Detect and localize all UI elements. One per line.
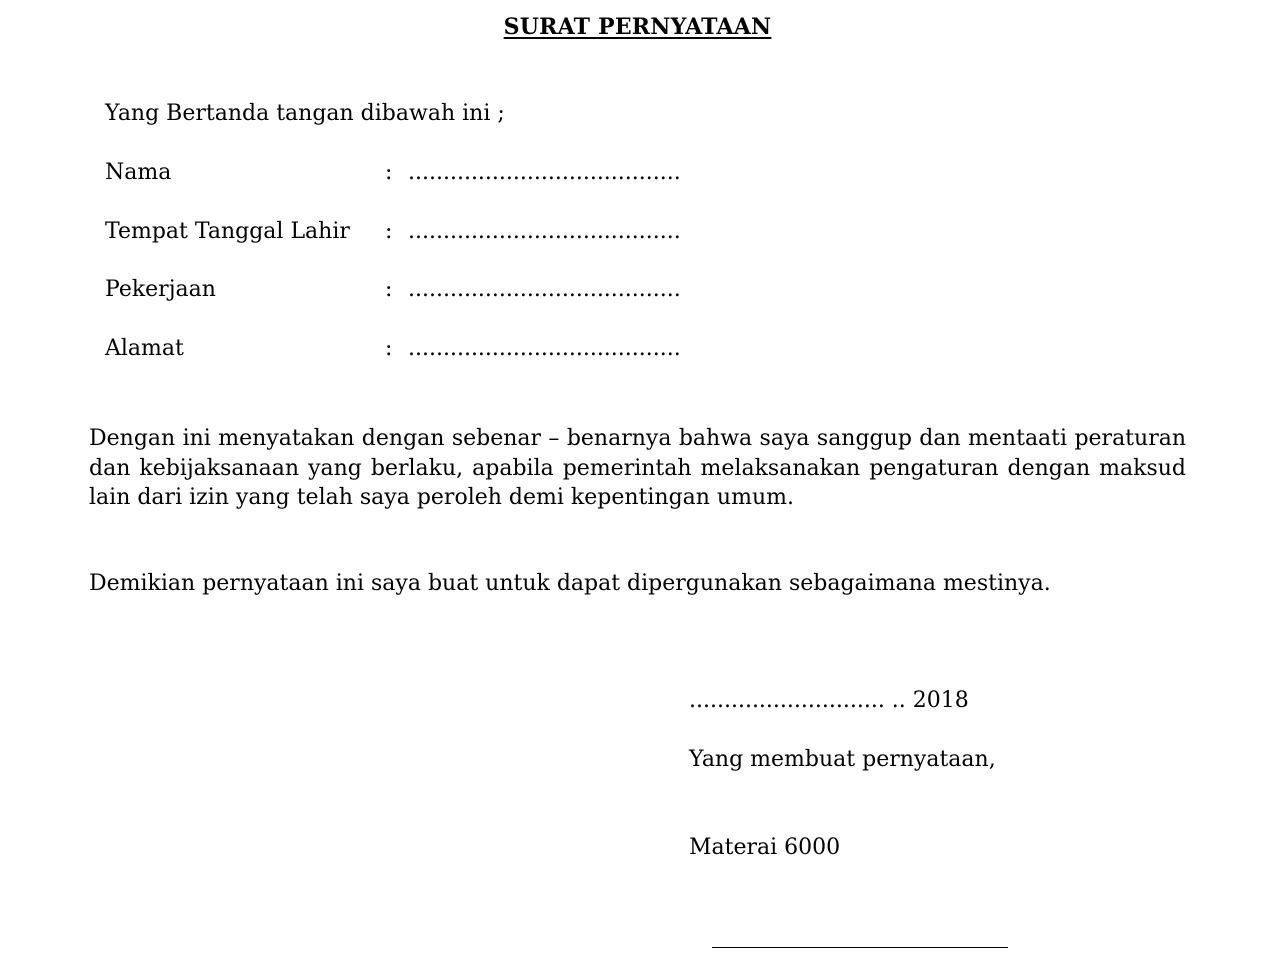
field-row-pekerjaan [105, 277, 805, 307]
field-label: Alamat [105, 336, 184, 361]
field-value-blank: ....................................... [408, 277, 681, 302]
field-colon: : [385, 277, 393, 302]
field-row-alamat [105, 336, 805, 366]
field-colon: : [385, 160, 393, 185]
statement-paragraph: Dengan ini menyatakan dengan sebenar – benarnya bahwa saya sanggup dan mentaati peraturan dan kebijaksanaan yang berlaku, apabila pemerintah melaksanakan pengaturan dengan maksud lain dari izin yang telah saya peroleh demi kepentingan umum. [89, 426, 1186, 510]
closing-paragraph: Demikian pernyataan ini saya buat untuk dapat dipergunakan sebagaimana mestinya. [89, 571, 1051, 596]
field-row-nama [105, 160, 805, 190]
document-title: SURAT PERNYATAAN [503, 14, 772, 40]
field-label: Nama [105, 160, 172, 185]
signature-place-date: ............................ .. 2018 [689, 688, 969, 713]
field-label: Pekerjaan [105, 277, 216, 302]
signature-line [712, 947, 1008, 948]
signature-role: Yang membuat pernyataan, [689, 747, 996, 772]
field-value-blank: ....................................... [408, 160, 681, 185]
field-row-tempat-tanggal-lahir [105, 219, 805, 249]
field-value-blank: ....................................... [408, 336, 681, 361]
field-label: Tempat Tanggal Lahir [105, 219, 350, 244]
intro-text: Yang Bertanda tangan dibawah ini ; [105, 101, 505, 126]
field-value-blank: ....................................... [408, 219, 681, 244]
field-colon: : [385, 219, 393, 244]
field-colon: : [385, 336, 393, 361]
signature-stamp-label: Materai 6000 [689, 835, 841, 860]
